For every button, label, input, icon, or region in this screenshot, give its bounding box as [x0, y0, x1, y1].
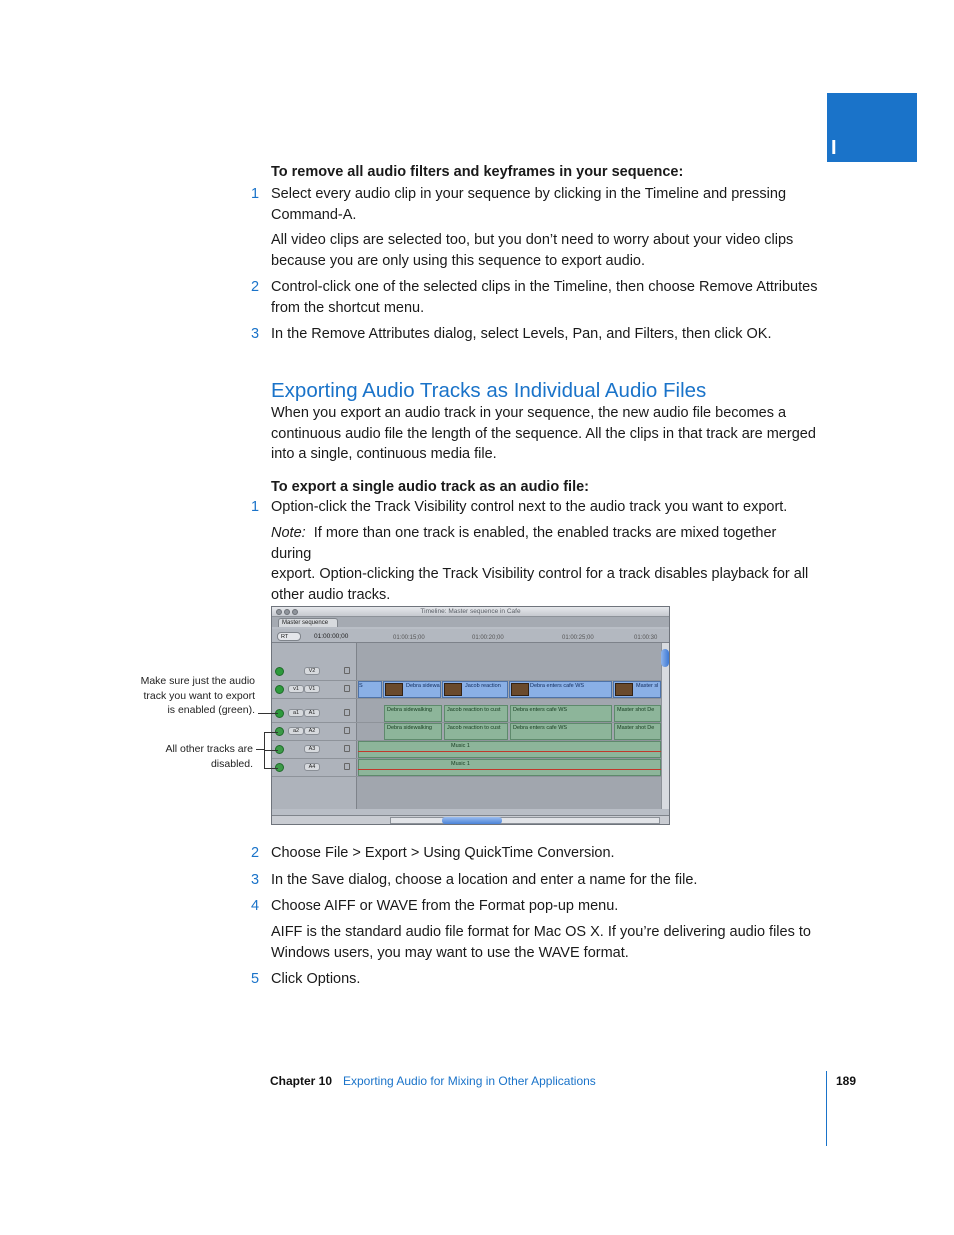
destination-patch: V1 [304, 685, 320, 693]
step-note: AIFF is the standard audio file format for Mac OS X. If you’re delivering audio files to Windows users, you may want to use the WAVE format. [271, 924, 811, 961]
clip-thumbnail [511, 683, 529, 696]
step-number: 5 [251, 971, 260, 987]
horizontal-scroll-thumb [442, 817, 502, 824]
audio-clip: Master shot De [614, 705, 661, 722]
audio-level-line [358, 751, 661, 752]
audio-clip: Debra sidewalking [384, 723, 442, 740]
track-row-a1 [272, 705, 661, 723]
step-text: Choose AIFF or WAVE from the Format pop-up menu. [271, 898, 619, 914]
step-number: 2 [251, 845, 260, 861]
audio-clip: Music 1 [358, 759, 661, 776]
step-number: 1 [251, 186, 260, 202]
video-clip: Debra enters cafe WS [509, 681, 612, 698]
track-row-v2 [272, 663, 661, 681]
rt-popup: RT [277, 632, 301, 641]
note-paragraph: Note: If more than one track is enabled, the enabled tracks are mixed together during export. Option-clicking the Track Visibility control for a track disables playback for all other audio tracks. [271, 525, 809, 603]
step-text: Select every audio clip in your sequence by clicking in the Timeline and pressing Command-A. [271, 186, 787, 223]
destination-patch: A4 [304, 763, 320, 771]
source-patch: a1 [288, 709, 304, 717]
step-text: Choose File > Export > Using QuickTime Conversion. [271, 845, 615, 861]
step-text: In the Remove Attributes dialog, select Levels, Pan, and Filters, then click OK. [271, 326, 772, 342]
track-row-v1 [272, 681, 661, 699]
step-note: All video clips are selected too, but you don’t need to worry about your video clips because you are only using this sequence to export audio. [271, 232, 794, 269]
step-text: Click Options. [271, 971, 361, 987]
clip-thumbnail [385, 683, 403, 696]
ruler-tick-label: 01:00:25;00 [562, 635, 594, 641]
current-timecode: 01:00:00;00 [314, 633, 349, 640]
footer-chapter: Chapter 10 [270, 1074, 333, 1088]
video-clip: S [358, 681, 382, 698]
clip-thumbnail [615, 683, 633, 696]
source-patch: a2 [288, 727, 304, 735]
track-row-a3 [272, 741, 661, 759]
step-number: 2 [251, 279, 260, 295]
audio-level-line [358, 769, 661, 770]
lock-icon [344, 667, 350, 674]
destination-patch: A1 [304, 709, 320, 717]
audio-clip: Jacob reaction to cust [444, 723, 508, 740]
callout-enabled-track: Make sure just the audio track you want to export is enabled (green). [140, 675, 255, 716]
audio-clip: Jacob reaction to cust [444, 705, 508, 722]
track-row-a2 [272, 723, 661, 741]
section-title: Exporting Audio Tracks as Individual Audio Files [271, 379, 707, 402]
video-clip: Debra sidewa [383, 681, 441, 698]
chapter-tab [827, 93, 917, 162]
callout-line [258, 713, 278, 714]
window-title: Timeline: Master sequence in Cafe [420, 608, 521, 615]
audio-clip: Master shot De [614, 723, 661, 740]
callout-disabled-tracks: All other tracks are disabled. [165, 743, 253, 770]
procedure-heading-remove-filters: To remove all audio filters and keyframes in your sequence: [271, 164, 684, 180]
step-text: Control-click one of the selected clips in the Timeline, then choose Remove Attributes from the shortcut menu. [271, 279, 818, 316]
video-clip: Master sl [613, 681, 661, 698]
track-row-a4 [272, 759, 661, 777]
ruler-tick-label: 01:00:15;00 [393, 635, 425, 641]
tab-master-sequence: Master sequence [278, 618, 338, 627]
horizontal-scrollbar [390, 817, 660, 824]
chapter-tab-letter: I [831, 137, 837, 159]
audio-clip: Debra enters cafe WS [510, 723, 612, 740]
footer-chapter-title: Exporting Audio for Mixing in Other Applications [343, 1074, 596, 1088]
step-number: 4 [251, 898, 260, 914]
video-clip: Jacob reaction [442, 681, 508, 698]
step-number: 3 [251, 326, 260, 342]
audio-clip: Debra sidewalking [384, 705, 442, 722]
lock-icon [344, 685, 350, 692]
clip-thumbnail [444, 683, 462, 696]
ruler-tick-label: 01:00:30 [634, 635, 658, 641]
note-label: Note: [271, 525, 306, 541]
step-number: 1 [251, 499, 260, 515]
callout-line [264, 750, 278, 751]
destination-patch: A2 [304, 727, 320, 735]
lock-icon [344, 763, 350, 770]
ruler-tick-label: 01:00:20;00 [472, 635, 504, 641]
step-text: Option-click the Track Visibility control next to the audio track you want to export. [271, 499, 788, 515]
section-intro: When you export an audio track in your sequence, the new audio file becomes a continuous audio file the length of the sequence. All the clips in that track are merged into a single, continuous media file. [271, 405, 816, 462]
callout-line [264, 768, 278, 769]
timeline-screenshot [271, 606, 670, 825]
lock-icon [344, 727, 350, 734]
track-visibility-icon [275, 667, 284, 676]
footer-divider [826, 1071, 827, 1146]
procedure-heading-export-track: To export a single audio track as an audio file: [271, 479, 589, 495]
lock-icon [344, 745, 350, 752]
callout-line [264, 732, 278, 733]
track-visibility-icon [275, 685, 284, 694]
audio-clip: Music 1 [358, 741, 661, 758]
vertical-scrollbar [661, 643, 669, 809]
page-number: 189 [836, 1074, 857, 1088]
vertical-scroll-thumb [661, 649, 669, 667]
step-text: In the Save dialog, choose a location and enter a name for the file. [271, 872, 698, 888]
step-number: 3 [251, 872, 260, 888]
lock-icon [344, 709, 350, 716]
audio-clip: Debra enters cafe WS [510, 705, 612, 722]
destination-patch: V2 [304, 667, 320, 675]
destination-patch: A3 [304, 745, 320, 753]
callout-line [256, 749, 264, 750]
source-patch: v1 [288, 685, 304, 693]
